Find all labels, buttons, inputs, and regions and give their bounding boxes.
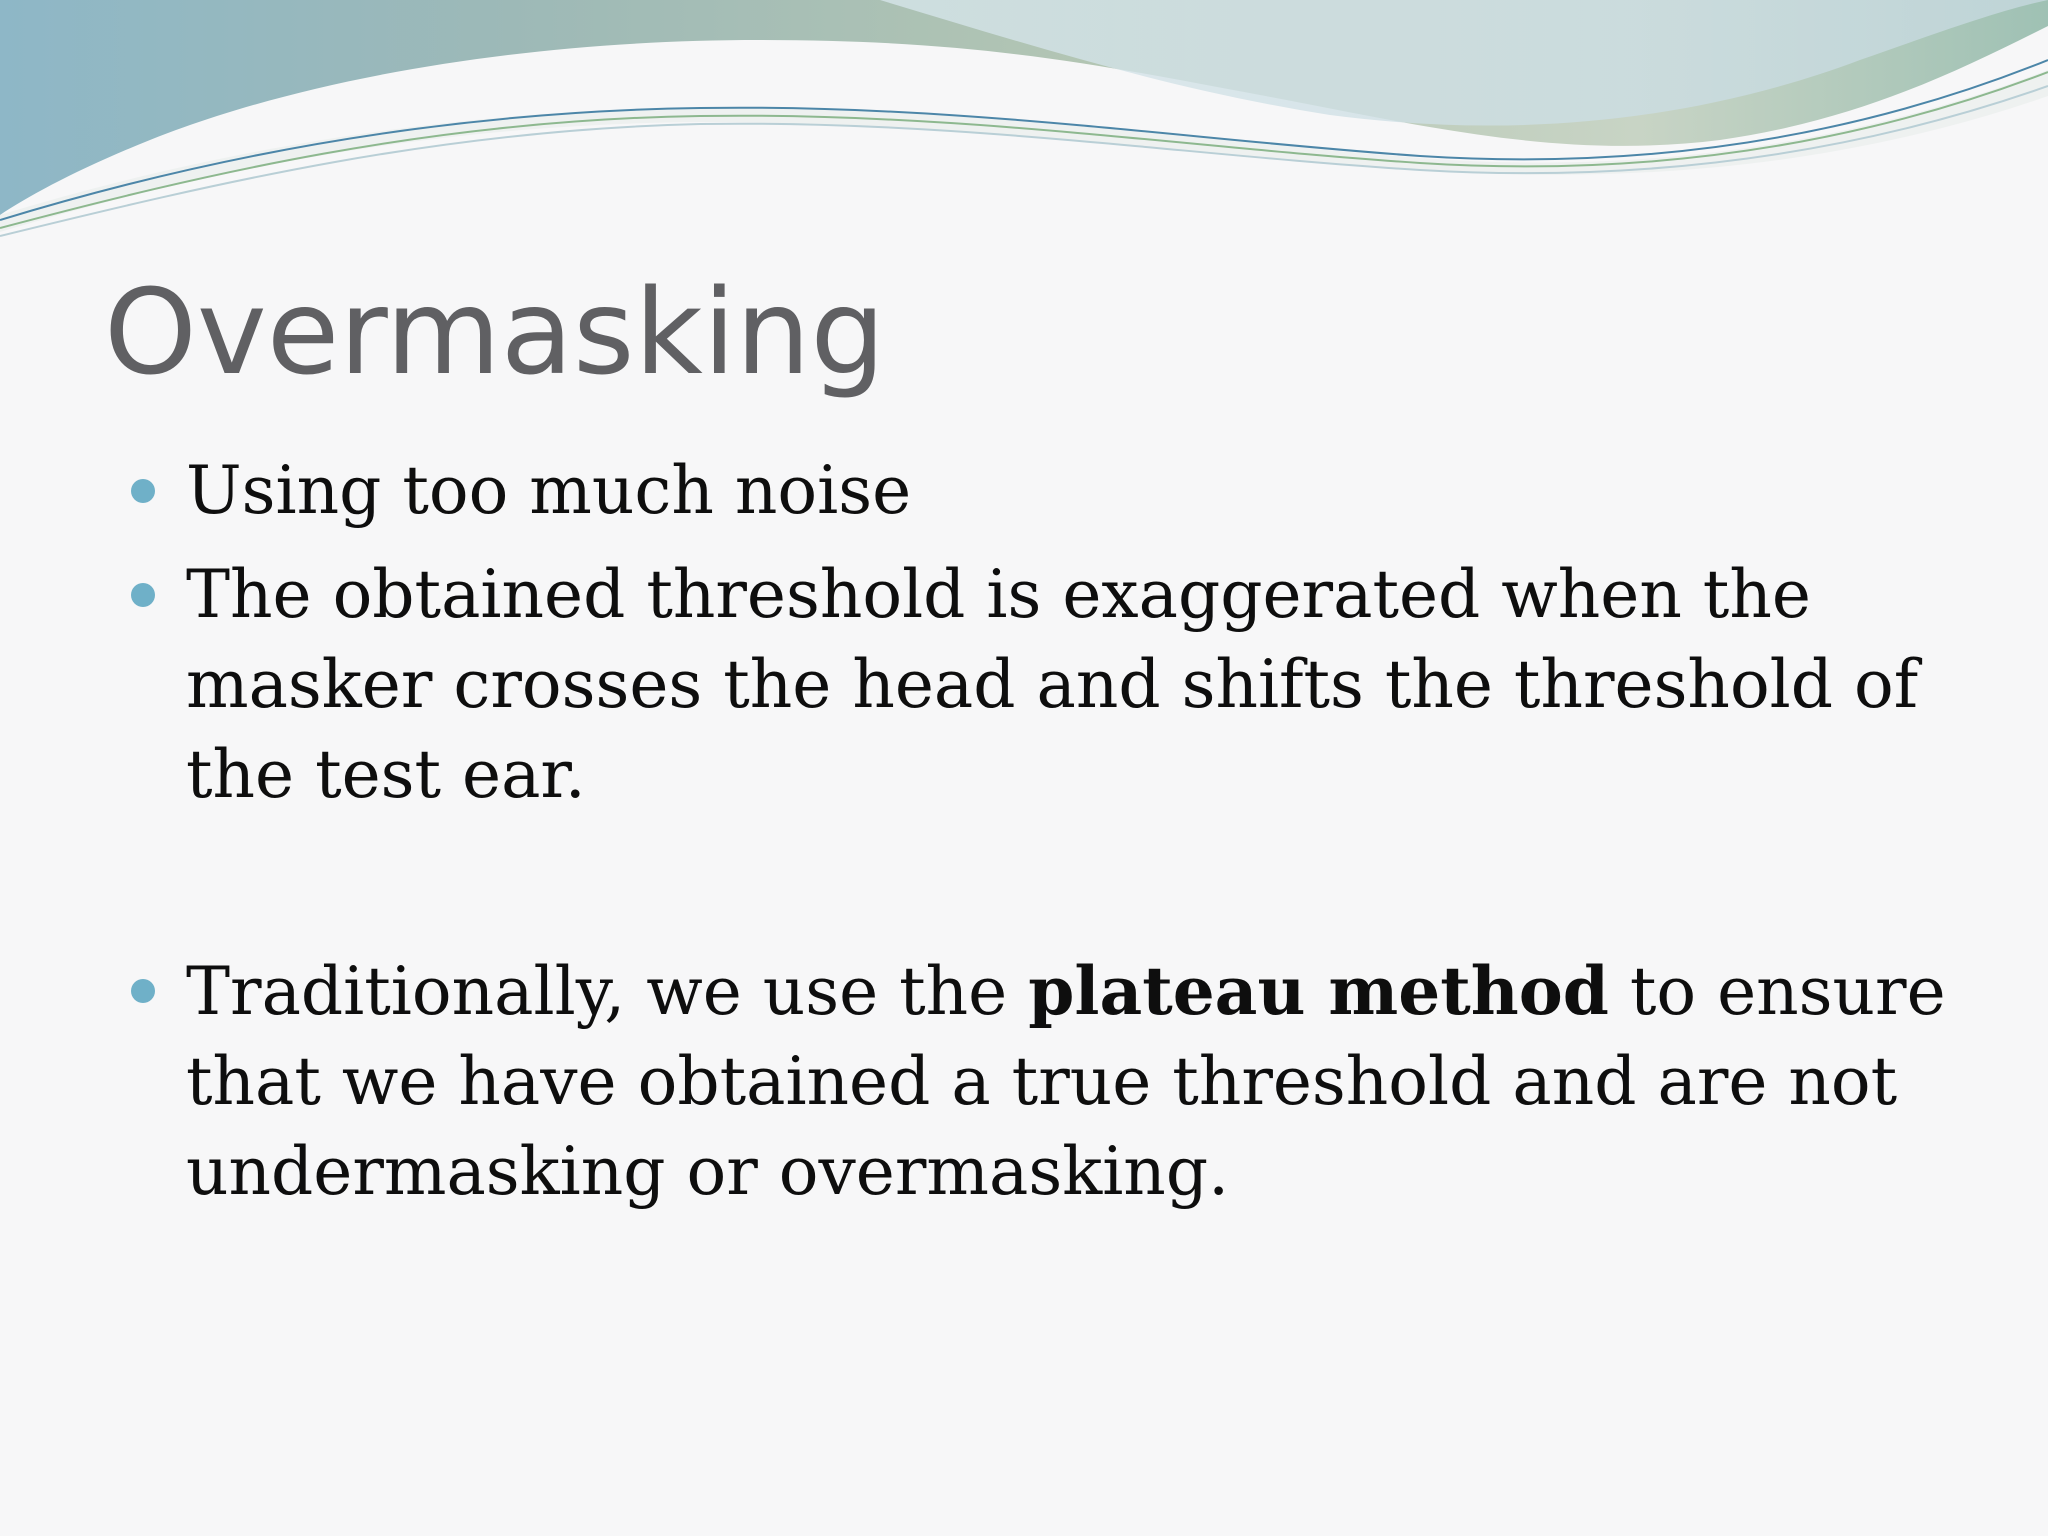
bullet-circle-icon xyxy=(131,979,155,1003)
slide-title: Overmasking xyxy=(104,263,886,401)
bullet-text: Using too much noise xyxy=(186,452,912,529)
bullet-item xyxy=(186,946,1986,1226)
bullet-text-after: to ensure that we have obtained a true threshold and are not undermasking or overmasking. xyxy=(186,953,1946,1210)
bullet-list xyxy=(186,446,1986,1226)
bullet-circle-icon xyxy=(131,583,155,607)
bullet-text: The obtained threshold is exaggerated when the masker crosses the head and shifts the threshold of the test ear. xyxy=(186,556,1919,813)
bullet-item xyxy=(186,550,1986,946)
bullet-item xyxy=(186,446,1986,550)
decorative-wave-header xyxy=(0,0,2048,240)
bullet-text-before: Traditionally, we use the xyxy=(186,953,1029,1030)
bullet-bold-term: plateau method xyxy=(1028,952,1609,1030)
bullet-circle-icon xyxy=(131,479,155,503)
